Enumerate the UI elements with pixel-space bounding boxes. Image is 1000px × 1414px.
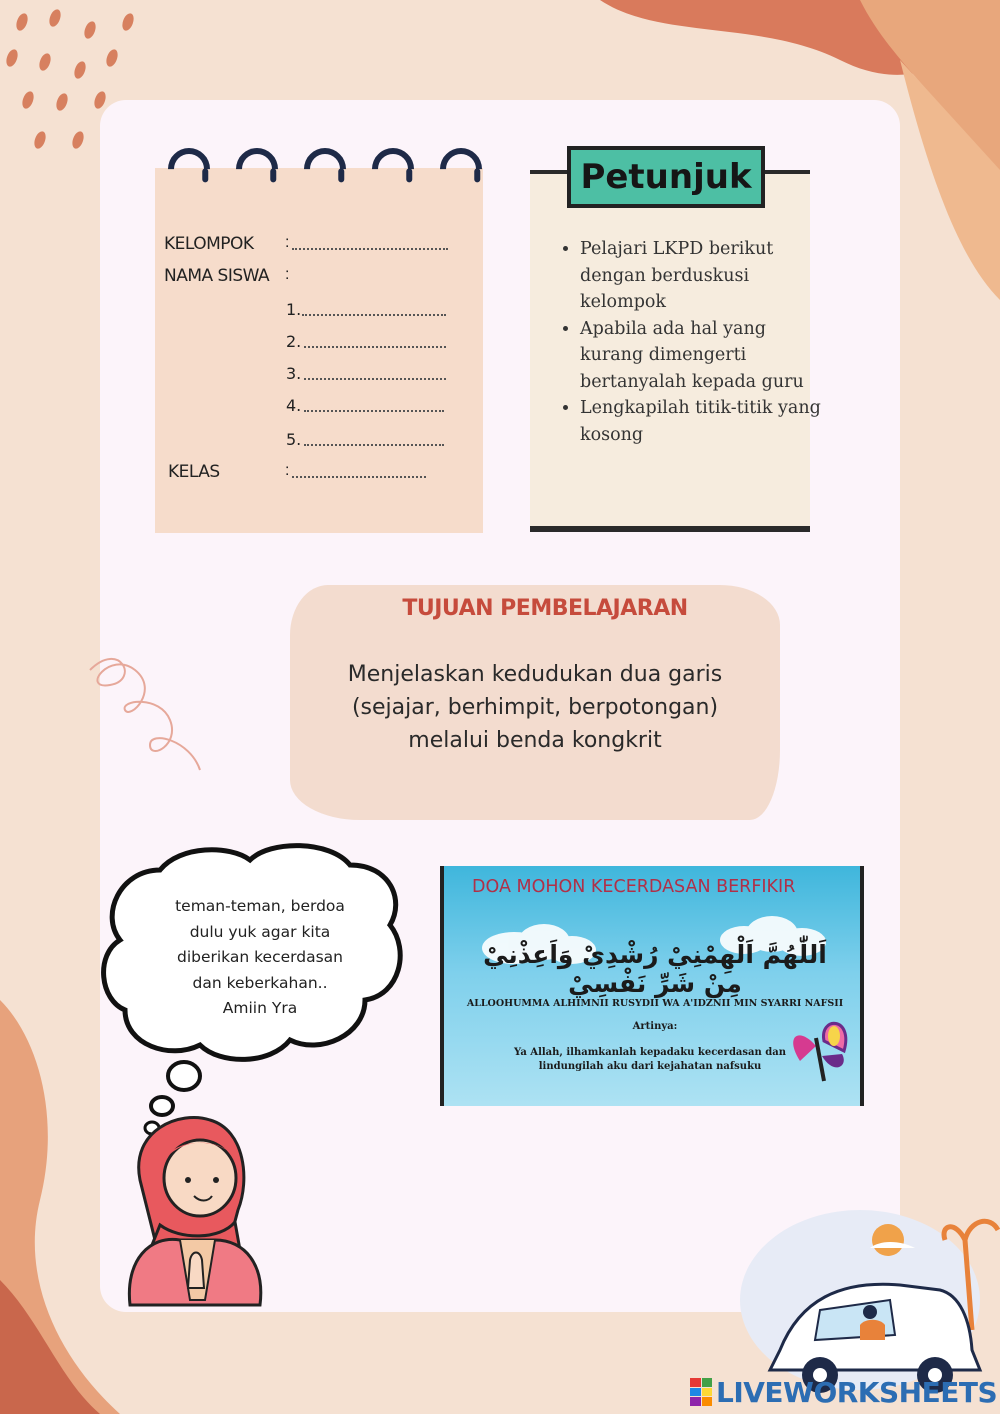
bubble-line-3: diberikan kecerdasan (176, 948, 343, 966)
student-field-3[interactable] (304, 378, 446, 380)
petunjuk-item: • Lengkapilah titik-titik yang kosong (580, 395, 830, 448)
student-field-5[interactable] (304, 444, 444, 446)
kelas-field[interactable] (292, 476, 426, 478)
student-field-1[interactable] (302, 314, 446, 316)
student-number-1: 1. (286, 300, 302, 319)
doa-translation-line-2: lindungilah aku dari kejahatan nafsuku (538, 1061, 762, 1072)
doa-artinya-label: Artinya: (632, 1021, 678, 1032)
kelas-colon: : (285, 462, 290, 479)
petunjuk-item: • Pelajari LKPD berikut dengan berduskusi kelompok (580, 236, 830, 316)
doa-arabic-text: اَللّٰهُمَّ اَلْهِمْنِيْ رُشْدِيْ وَاَعِذْنِيْ مِنْ شَرِّ نَفْسِيْ (483, 940, 827, 998)
student-number-2: 2. (286, 332, 302, 351)
student-field-2[interactable] (304, 346, 446, 348)
tujuan-line-1: Menjelaskan kedudukan dua garis (347, 662, 723, 687)
tujuan-line-3: melalui benda kongkrit (408, 728, 662, 753)
student-number-3: 3. (286, 364, 302, 383)
petunjuk-list (556, 236, 830, 448)
bubble-line-4: dan keberkahan.. (192, 973, 328, 992)
praying-girl-illustration (120, 1110, 270, 1310)
liveworksheets-logo-icon (690, 1378, 712, 1406)
nama-siswa-label: NAMA SISWA (164, 266, 270, 286)
tujuan-description (290, 658, 780, 757)
student-number-4: 4. (286, 396, 302, 415)
bubble-line-2: dulu yuk agar kita (189, 922, 331, 941)
liveworksheets-watermark (690, 1372, 997, 1412)
bubble-line-1: teman-teman, berdoa (175, 897, 345, 915)
petunjuk-title: Petunjuk (567, 146, 765, 208)
kelas-label: KELAS (168, 462, 220, 482)
petunjuk-item: • Apabila ada hal yang kurang dimengerti bertanyalah kepada guru (580, 316, 830, 396)
student-number-5: 5. (286, 430, 302, 449)
doa-title: DOA MOHON KECERDASAN BERFIKIR (472, 877, 796, 897)
doa-translation-line-1: Ya Allah, ilhamkanlah kepadaku kecerdasan dan (513, 1047, 787, 1058)
brand-name: LIVEWORKSHEETS (716, 1375, 998, 1409)
tujuan-line-2: (sejajar, berhimpit, berpotongan) (351, 695, 719, 720)
bubble-text (160, 894, 360, 1022)
doa-transliteration: ALLOOHUMMA ALHIMNII RUSYDII WA A'IDZNII MIN SYARRI NAFSII (466, 998, 844, 1009)
nama-siswa-colon: : (285, 266, 290, 283)
kelompok-field[interactable] (292, 248, 448, 250)
student-field-4[interactable] (304, 410, 444, 412)
doa-translation (500, 1046, 800, 1074)
kelompok-label: KELOMPOK (164, 234, 254, 254)
squiggle-decoration (80, 640, 220, 790)
bubble-line-5: Amiin Yra (222, 999, 298, 1017)
kelompok-colon: : (285, 234, 290, 251)
tujuan-title: TUJUAN PEMBELAJARAN (402, 596, 688, 621)
